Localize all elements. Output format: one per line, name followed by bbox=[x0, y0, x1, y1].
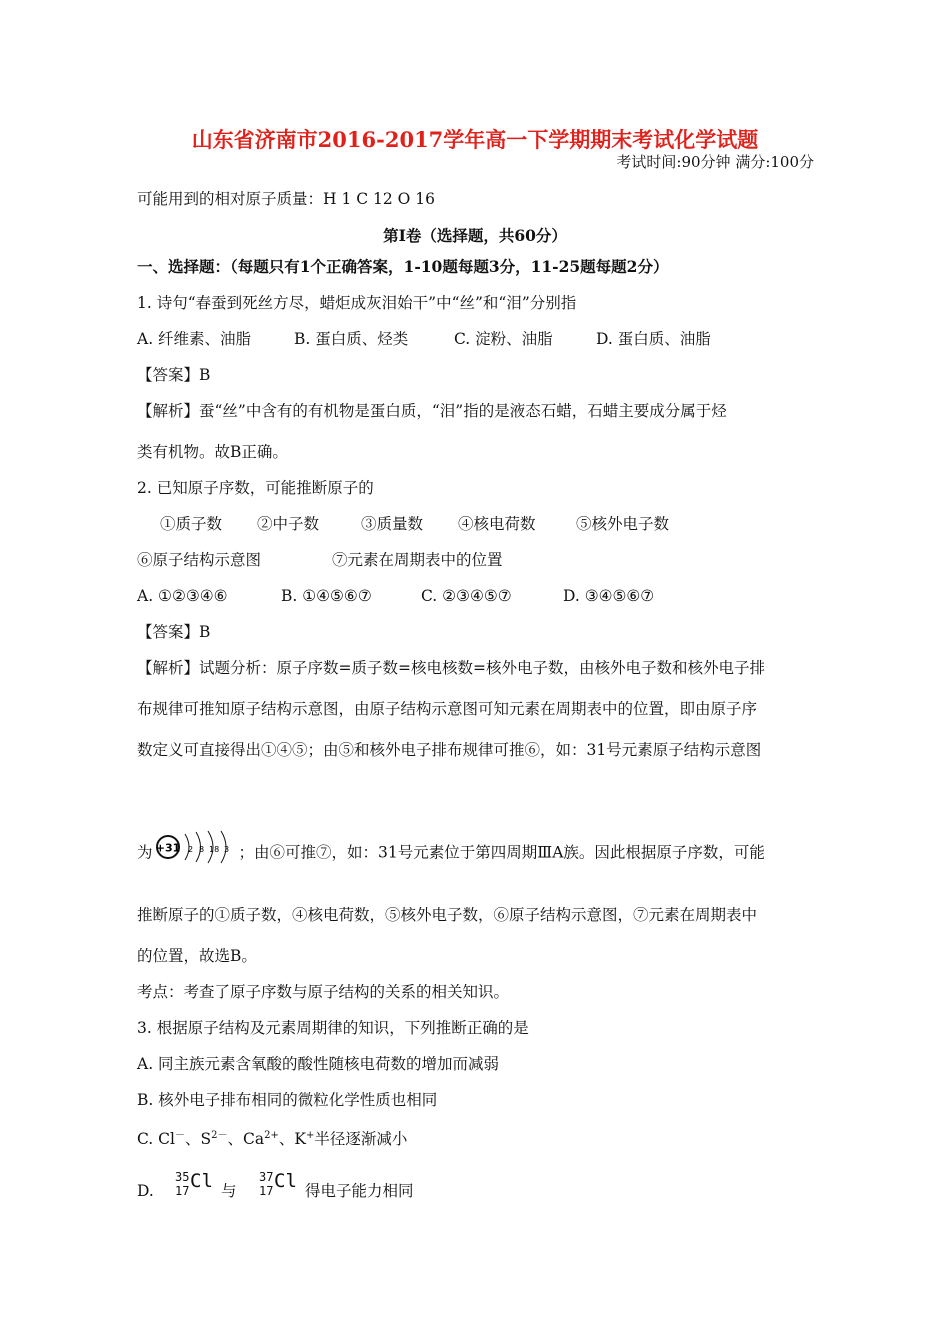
q2-option-c: C. ②③④⑤⑦ bbox=[421, 587, 512, 605]
nuclide-cl-35 bbox=[175, 1172, 221, 1202]
q2-option-d: D. ③④⑤⑥⑦ bbox=[563, 587, 655, 605]
ion-cl: Cl bbox=[158, 1130, 175, 1149]
q1-option-c: C. 淀粉、油脂 bbox=[454, 330, 553, 348]
q1-option-d: D. 蛋白质、油脂 bbox=[596, 330, 711, 348]
nuclide-2-atomic-number: 17 bbox=[259, 1184, 274, 1198]
q3-option-c bbox=[137, 1125, 407, 1150]
atomic-masses: 可能用到的相对原子质量：H 1 C 12 O 16 bbox=[137, 190, 436, 208]
ion-sep-3: 、 bbox=[278, 1130, 295, 1149]
nuclide-1-symbol: Cl bbox=[190, 1170, 213, 1192]
ion-sep-1: 、 bbox=[185, 1130, 201, 1149]
q2-item-3: ③质量数 bbox=[361, 515, 424, 533]
q2-options bbox=[137, 585, 654, 607]
q2-kaodian: 考点：考查了原子序数与原子结构的关系的相关知识。 bbox=[137, 983, 510, 1001]
section-header: 第Ⅰ卷（选择题，共60分） bbox=[383, 226, 567, 245]
q2-answer: 【答案】B bbox=[137, 623, 211, 641]
ion-ca: Ca bbox=[243, 1130, 265, 1149]
q2-stem: 2. 已知原子序数，可能推断原子的 bbox=[137, 479, 374, 497]
shell-count-4: 3 bbox=[223, 845, 229, 854]
q2-analysis-line-1: 【解析】试题分析：原子序数=质子数=核电核数=核外电子数，由核外电子数和核外电子排 bbox=[137, 659, 765, 677]
nuclide-cl-37 bbox=[259, 1172, 305, 1202]
q2-item-6: ⑥原子结构示意图 bbox=[137, 551, 262, 569]
nuclide-1-mass: 35 bbox=[175, 1170, 190, 1184]
ion-s-charge: 2－ bbox=[211, 1130, 228, 1141]
q2-item-4: ④核电荷数 bbox=[458, 515, 536, 533]
q3-option-b: B. 核外电子排布相同的微粒化学性质也相同 bbox=[137, 1091, 438, 1109]
ion-k-charge: + bbox=[306, 1130, 315, 1141]
q1-analysis-line-2: 类有机物。故B正确。 bbox=[137, 443, 288, 461]
q2-items-row-2 bbox=[137, 549, 503, 571]
q2-item-1: ①质子数 bbox=[160, 515, 223, 533]
part-one-heading: 一、选择题：（每题只有1个正确答案，1-10题每题3分，11-25题每题2分） bbox=[137, 257, 669, 276]
q3-option-d-suffix: 得电子能力相同 bbox=[305, 1182, 414, 1200]
q1-stem: 1. 诗句“春蚕到死丝方尽，蜡炬成灰泪始干”中“丝”和“泪”分别指 bbox=[137, 294, 577, 312]
q3-option-d-prefix: D. bbox=[137, 1182, 154, 1200]
q3-option-c-prefix: C. bbox=[137, 1130, 159, 1149]
q3-option-d bbox=[137, 1172, 414, 1202]
q1-option-b: B. 蛋白质、烃类 bbox=[294, 330, 409, 348]
atom-structure-svg bbox=[155, 829, 237, 865]
q3-option-d-mid: 与 bbox=[221, 1182, 237, 1200]
ion-cl-charge: － bbox=[175, 1130, 185, 1141]
q2-item-5: ⑤核外电子数 bbox=[576, 515, 670, 533]
q2-analysis-for: 为 bbox=[137, 843, 153, 862]
atom-structure-diagram bbox=[155, 829, 237, 878]
ion-sep-2: 、 bbox=[227, 1130, 244, 1149]
q2-analysis-line-2: 布规律可推知原子结构示意图，由原子结构示意图可知元素在周期表中的位置，即由原子序 bbox=[137, 700, 758, 718]
q2-item-7: ⑦元素在周期表中的位置 bbox=[332, 551, 503, 569]
shell-count-1: 2 bbox=[187, 845, 193, 854]
shell-count-3: 18 bbox=[208, 845, 219, 854]
ion-s: S bbox=[200, 1130, 212, 1149]
q2-option-b: B. ①④⑤⑥⑦ bbox=[281, 587, 372, 605]
exam-meta: 考试时间:90分钟 满分:100分 bbox=[616, 153, 814, 171]
q2-option-a: A. ①②③④⑥ bbox=[137, 587, 228, 605]
q2-analysis-line-5: 推断原子的①质子数，④核电荷数，⑤核外电子数，⑥原子结构示意图，⑦元素在周期表中 bbox=[137, 906, 758, 924]
nuclide-2-mass: 37 bbox=[259, 1170, 274, 1184]
q2-items-row-1 bbox=[160, 513, 669, 535]
q3-stem: 3. 根据原子结构及元素周期律的知识，下列推断正确的是 bbox=[137, 1019, 529, 1037]
nucleus-label: +31 bbox=[155, 841, 180, 855]
nuclide-1-atomic-number: 17 bbox=[175, 1184, 190, 1198]
ion-k: K bbox=[294, 1130, 306, 1149]
q3-option-a: A. 同主族元素含氧酸的酸性随核电荷数的增加而减弱 bbox=[137, 1055, 500, 1073]
q2-analysis-line-3: 数定义可直接得出①④⑤；由⑤和核外电子排布规律可推⑥，如：31号元素原子结构示意图 bbox=[137, 741, 762, 759]
q1-options bbox=[137, 328, 711, 350]
q2-item-2: ②中子数 bbox=[257, 515, 320, 533]
q1-analysis-line-1: 【解析】蚕“丝”中含有的有机物是蛋白质，“泪”指的是液态石蜡，石蜡主要成分属于烃 bbox=[137, 402, 727, 420]
exam-title: 山东省济南市2016-2017学年高一下学期期末考试化学试题 bbox=[191, 127, 759, 152]
q3-option-c-suffix: 半径逐渐减小 bbox=[314, 1130, 408, 1149]
q2-analysis-line-4 bbox=[137, 829, 765, 878]
nuclide-2-symbol: Cl bbox=[274, 1170, 297, 1192]
q2-analysis-line-6: 的位置，故选B。 bbox=[137, 947, 257, 965]
shell-count-2: 8 bbox=[198, 845, 204, 854]
q2-analysis-line-4-text: ；由⑥可推⑦，如：31号元素位于第四周期ⅢA族。因此根据原子序数，可能 bbox=[238, 843, 765, 862]
q1-option-a: A. 纤维素、油脂 bbox=[137, 330, 252, 348]
ion-ca-charge: 2+ bbox=[264, 1130, 279, 1141]
q1-answer: 【答案】B bbox=[137, 366, 211, 384]
